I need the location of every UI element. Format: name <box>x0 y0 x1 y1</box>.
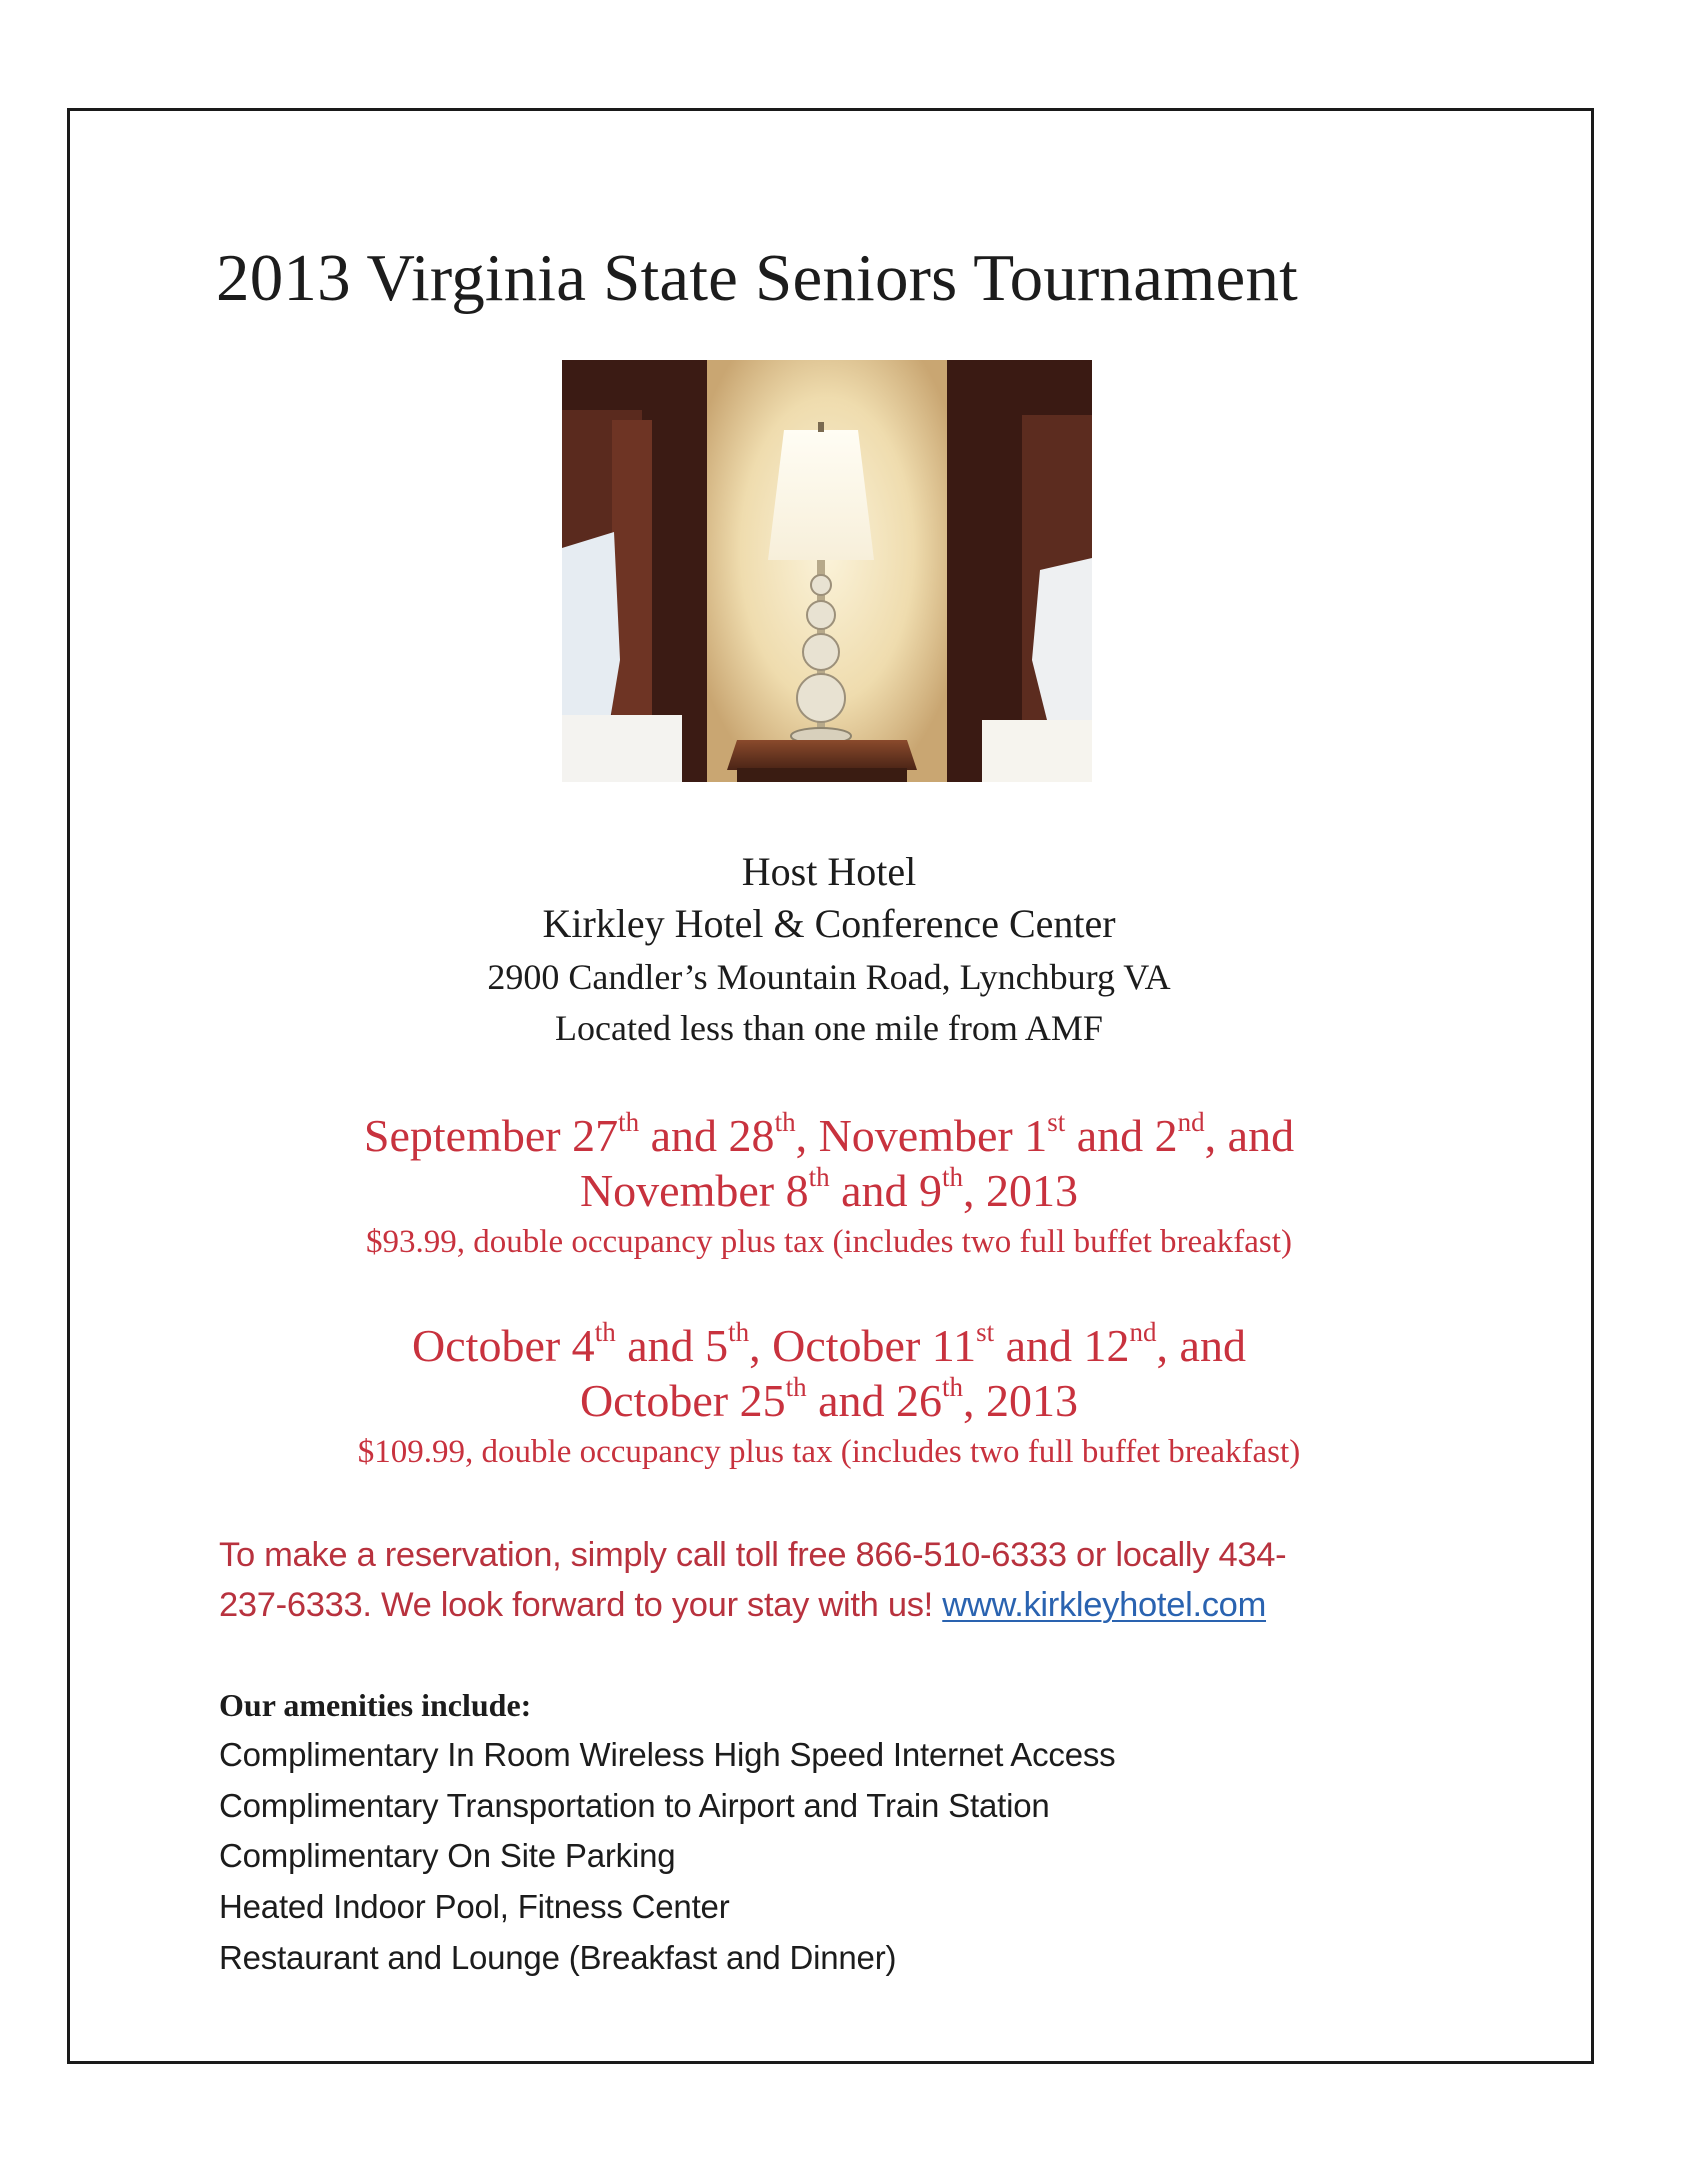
hotel-room-lamp-photo-icon <box>562 360 1092 782</box>
amenity-item: Complimentary On Site Parking <box>219 1837 676 1875</box>
date-text: November 8 <box>579 1165 809 1216</box>
amenity-item: Restaurant and Lounge (Breakfast and Dinner) <box>219 1938 897 1976</box>
host-hotel-label: Host Hotel <box>741 849 917 894</box>
hotel-website-link[interactable]: www.kirkleyhotel.com <box>942 1586 1267 1624</box>
date-text: and 12 <box>994 1320 1130 1371</box>
rate-block-2-dates-line1 <box>67 1318 1591 1373</box>
rate-block-1-price: $93.99, double occupancy plus tax (includes two full buffet breakfast) <box>366 1224 1292 1260</box>
reservation-info <box>219 1530 1449 1630</box>
ordinal-suffix: st <box>1047 1106 1066 1137</box>
ordinal-suffix: th <box>774 1106 796 1137</box>
date-text: and 2 <box>1065 1110 1178 1161</box>
date-text: , 2013 <box>963 1375 1079 1426</box>
page-title: 2013 Virginia State Seniors Tournament <box>216 241 1298 315</box>
date-text: October 25 <box>579 1375 786 1426</box>
ordinal-suffix: th <box>942 1371 964 1402</box>
amenity-item: Complimentary In Room Wireless High Speed Internet Access <box>219 1736 1116 1773</box>
ordinal-suffix: th <box>808 1161 830 1192</box>
date-text: , and <box>1204 1110 1295 1161</box>
hotel-name: Kirkley Hotel & Conference Center <box>542 901 1116 946</box>
date-text: , October 11 <box>749 1320 977 1371</box>
date-text: and 28 <box>639 1110 775 1161</box>
rate-block-2-price: $109.99, double occupancy plus tax (includes two full buffet breakfast) <box>357 1434 1301 1470</box>
amenity-item: Complimentary Transportation to Airport and Train Station <box>219 1786 1050 1824</box>
hotel-location-note: Located less than one mile from AMF <box>555 1008 1103 1048</box>
ordinal-suffix: th <box>594 1316 616 1347</box>
reservation-line-2 <box>219 1580 1449 1630</box>
reservation-line-2-text: 237-6333. We look forward to your stay with us! <box>219 1586 943 1624</box>
hotel-address: 2900 Candler’s Mountain Road, Lynchburg VA <box>487 957 1171 997</box>
amenities-heading: Our amenities include: <box>219 1687 532 1723</box>
rate-block-1-dates-line1 <box>67 1108 1591 1163</box>
ordinal-suffix: th <box>618 1106 640 1137</box>
date-text: October 4 <box>412 1320 595 1371</box>
rate-block-2-dates-line2 <box>67 1373 1591 1428</box>
ordinal-suffix: th <box>785 1371 807 1402</box>
rate-block-2-dates <box>67 1318 1591 1428</box>
ordinal-suffix: th <box>728 1316 750 1347</box>
rate-block-1-dates <box>67 1108 1591 1218</box>
ordinal-suffix: nd <box>1177 1106 1205 1137</box>
rate-block-1-dates-line2 <box>67 1163 1591 1218</box>
date-text: , November 1 <box>795 1110 1048 1161</box>
date-text: and 9 <box>829 1165 943 1216</box>
amenities-list <box>219 1730 1115 1984</box>
date-text: and 5 <box>615 1320 729 1371</box>
date-text: , and <box>1156 1320 1246 1371</box>
date-text: , 2013 <box>963 1165 1079 1216</box>
hotel-room-photo <box>562 360 1092 782</box>
ordinal-suffix: nd <box>1129 1316 1157 1347</box>
amenity-item: Heated Indoor Pool, Fitness Center <box>219 1888 730 1926</box>
reservation-line-1: To make a reservation, simply call toll free 866-510-6333 or locally 434- <box>219 1536 1287 1574</box>
date-text: and 26 <box>806 1375 943 1426</box>
ordinal-suffix: th <box>942 1161 964 1192</box>
date-text: September 27 <box>363 1110 619 1161</box>
ordinal-suffix: st <box>976 1316 995 1347</box>
